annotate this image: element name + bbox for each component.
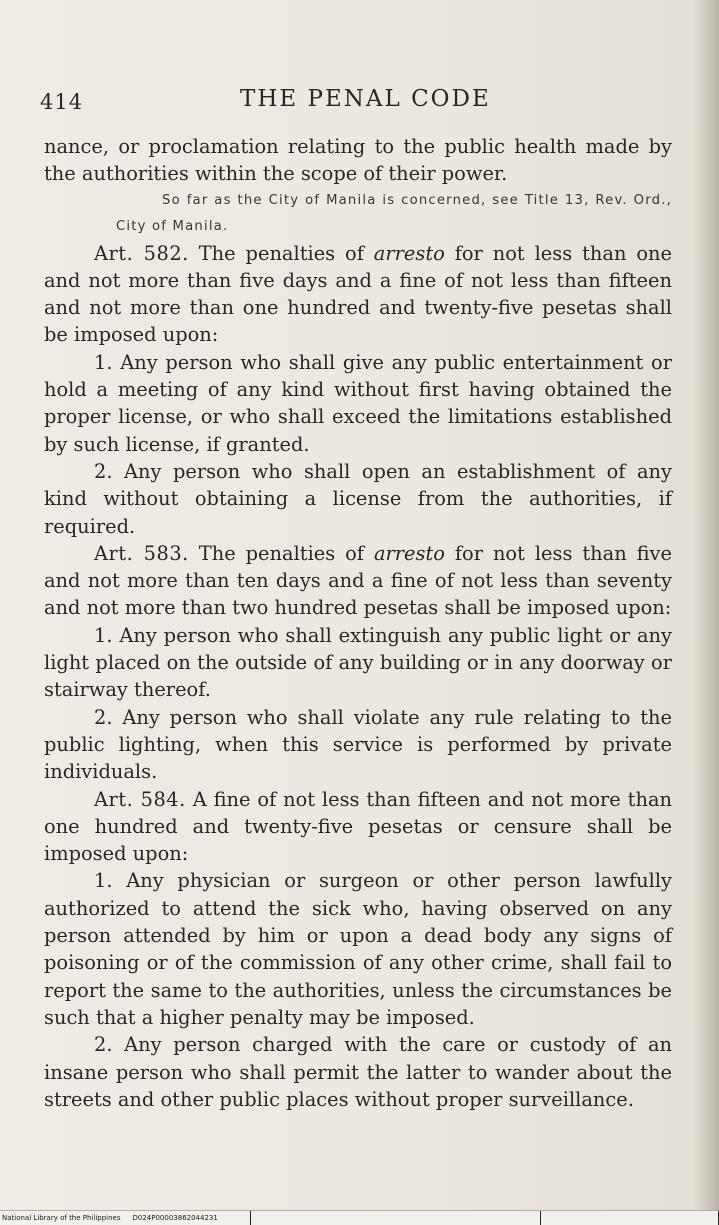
article-582-item-2: 2. Any person who shall open an establishment of any kind without obtaining a license from the authorities, if required. [44,459,672,538]
scan-footer [0,1211,719,1225]
article-584 [44,786,672,868]
article-582-label: Art. 582. [94,241,189,265]
article-583-label: Art. 583. [94,541,189,565]
footer-tick [540,1211,541,1225]
page-edge-shadow [693,0,719,1225]
article-583-text-b: for not less than five and not more than ten days and a fine of not less than seventy and not more than two hundred pesetas shall be imposed upon: [44,541,672,620]
article-583-item-2: 2. Any person who shall violate any rule relating to the public lighting, when this service is performed by private individuals. [44,705,672,784]
page-body [44,133,672,1113]
footer-code: D024P00003862044231 [132,1214,218,1222]
article-584-item-1: 1. Any physician or surgeon or other person lawfully authorized to attend the sick who, having observed on any person attended by him or upon a dead body any signs of poisoning or of the commission of any other crime, shall fail to report the same to the authorities, unless the circumstances be such that a higher penalty may be imposed. [44,869,672,1029]
article-584-label: Art. 584. [94,787,186,811]
footer-tick [250,1211,251,1225]
page-header [40,86,680,116]
article-582-italic: arresto [373,241,445,265]
article-583-item-1: 1. Any person who shall extinguish any public light or any light placed on the outside of any building or in any doorway or stairway thereof. [44,623,672,702]
footer-library: National Library of the Philippines [2,1214,121,1222]
article-582-text-b: for not less than one and not more than five days and a fine of not less than fifteen and not more than one hundred and twenty-five pesetas shall be imposed upon: [44,241,672,347]
article-583-text-a: The penalties of [198,541,374,565]
editorial-note: So far as the City of Manila is concerned, see Title 13, Rev. Ord., City of Manila. [116,192,672,234]
article-583 [44,540,672,622]
article-582-text-a: The penalties of [198,241,374,265]
article-584-text: A fine of not less than fifteen and not more than one hundred and twenty-five pesetas or censure shall be imposed upon: [44,787,672,866]
page-number: 414 [40,90,84,114]
intro-paragraph: nance, or proclamation relating to the public health made by the authorities within the scope of their power. [44,135,672,186]
article-583-italic: arresto [373,541,445,565]
article-582 [44,240,672,349]
article-584-item-2: 2. Any person charged with the care or custody of an insane person who shall permit the latter to wander about the streets and other public places without proper surveillance. [44,1033,672,1111]
article-582-item-1: 1. Any person who shall give any public entertainment or hold a meeting of any kind without first having obtained the proper license, or who shall exceed the limitations established by such license, if granted. [44,350,672,456]
running-title: THE PENAL CODE [240,86,491,112]
